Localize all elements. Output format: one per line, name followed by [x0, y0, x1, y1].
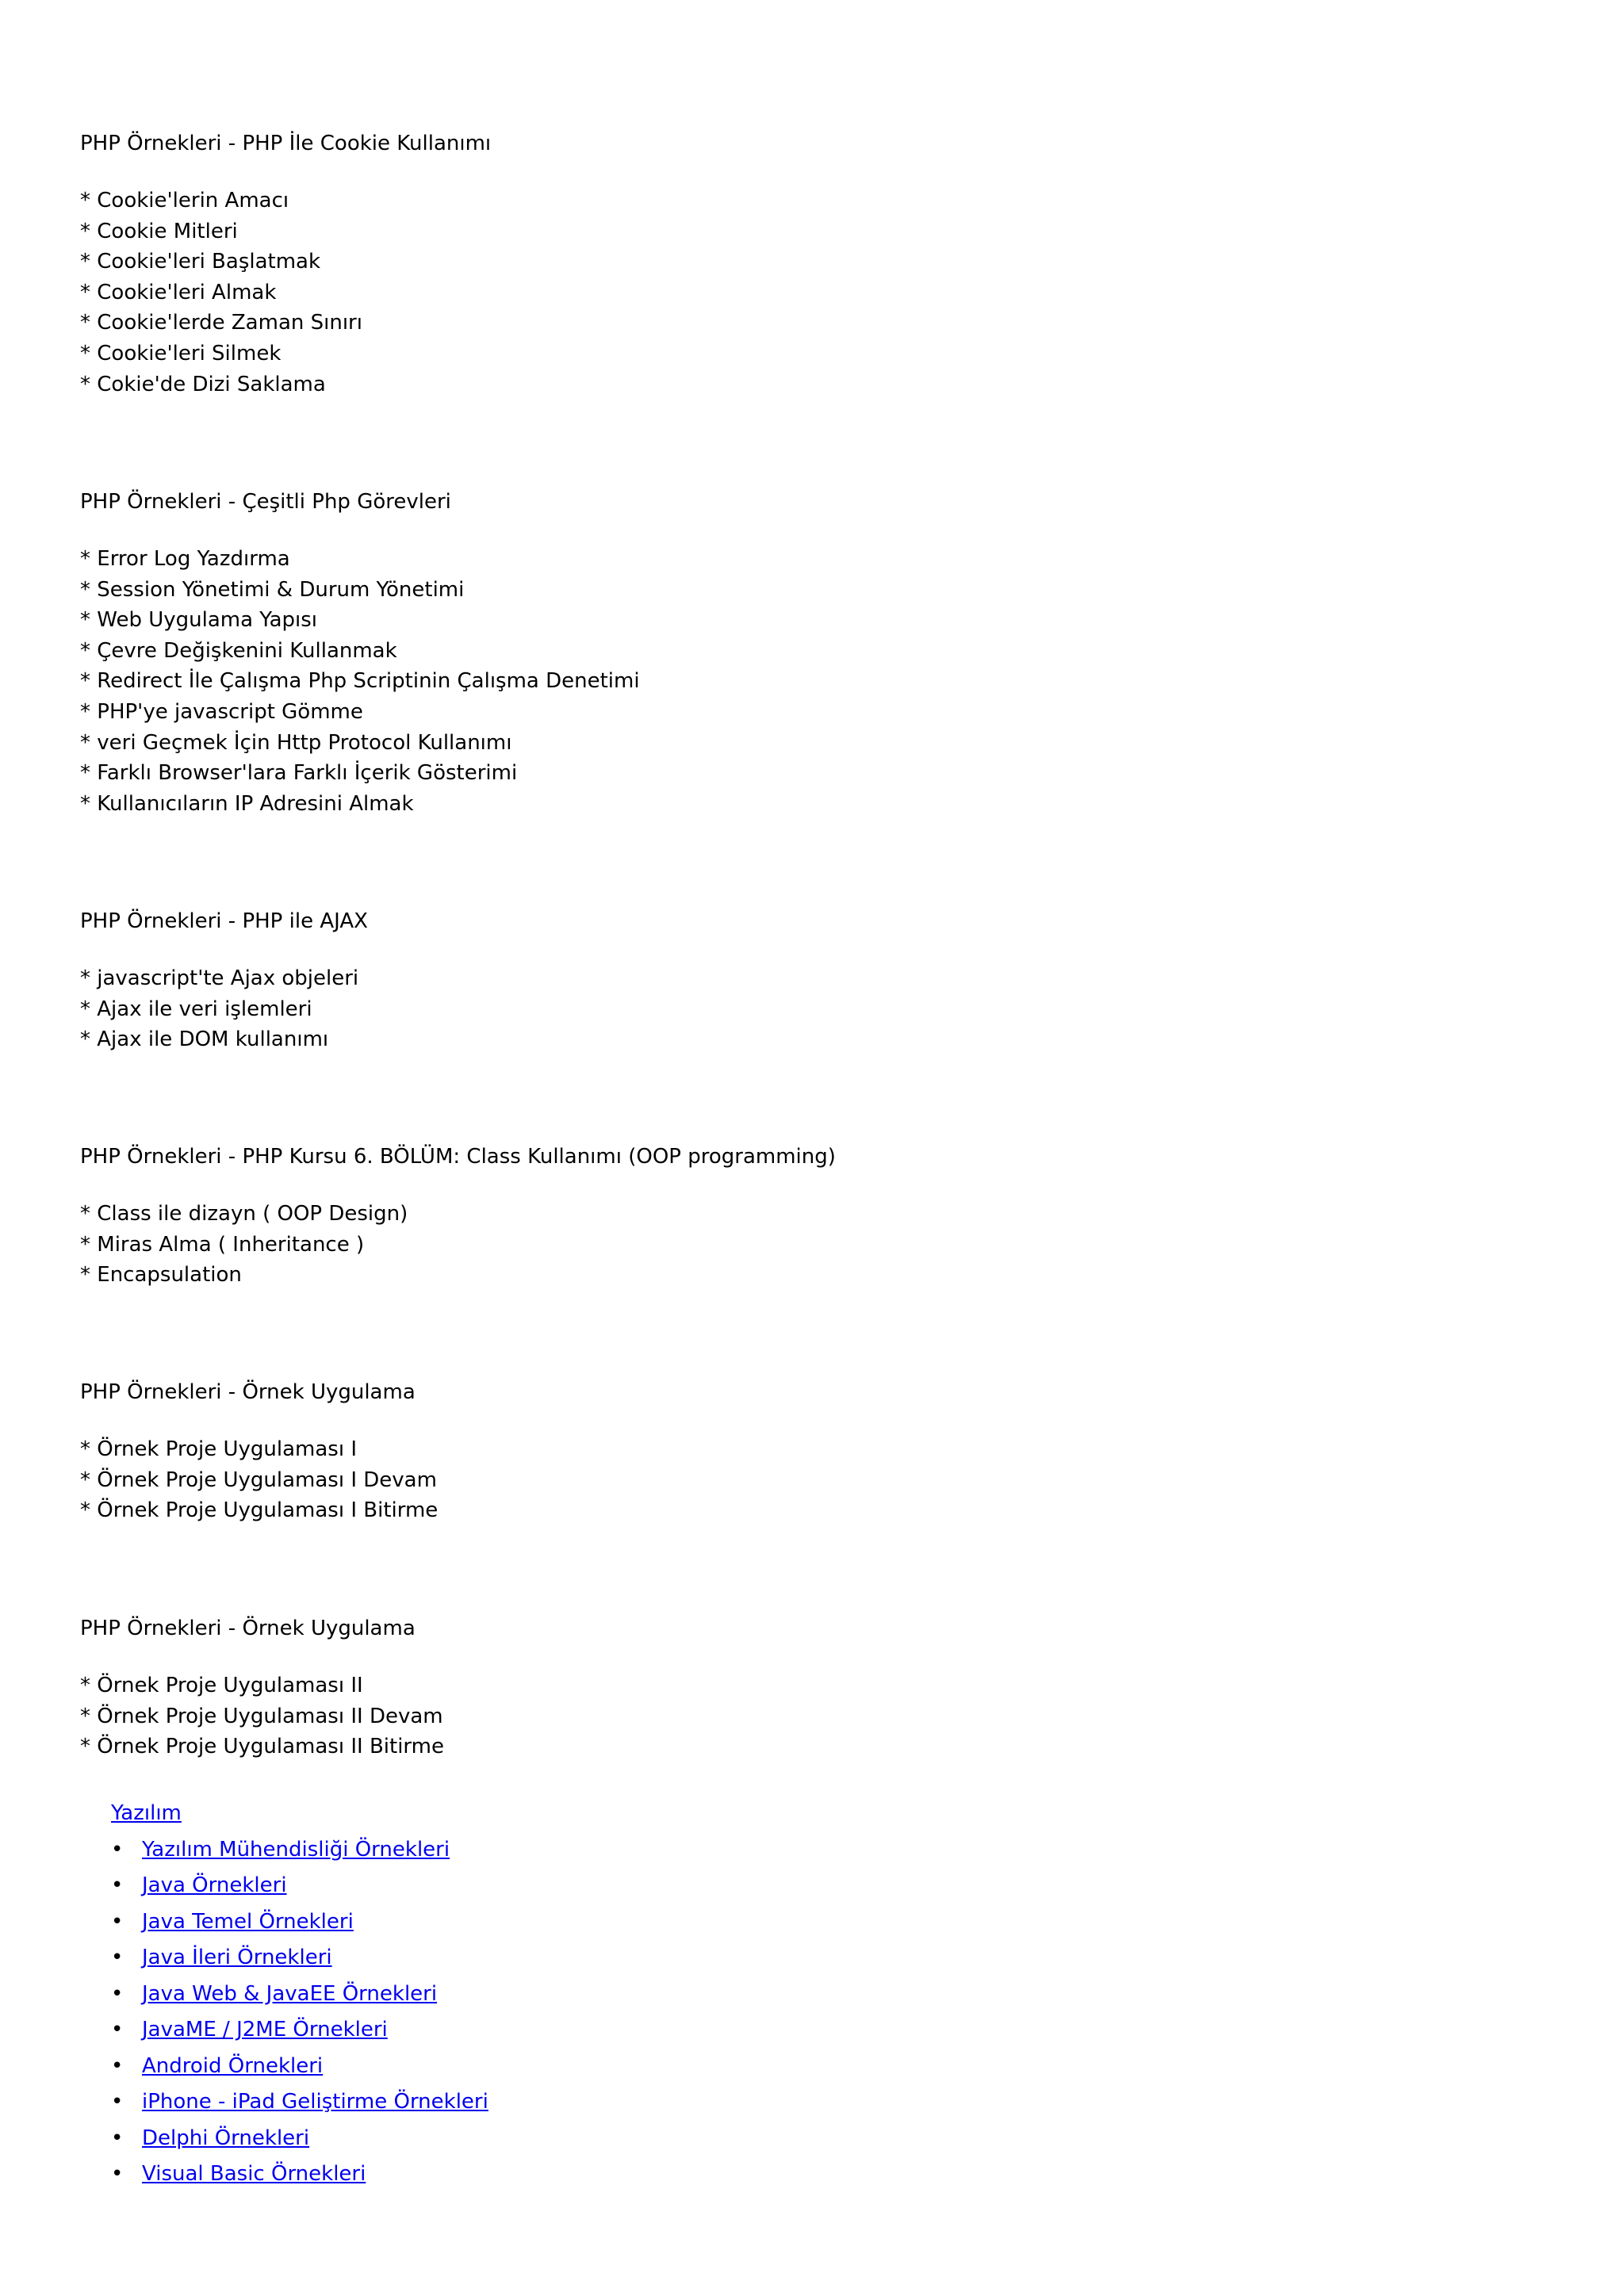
section	[80, 1613, 444, 1762]
nav-link[interactable]: Java Web & JavaEE Örnekleri	[142, 1981, 438, 2006]
list-item: * Kullanıcıların IP Adresini Almak	[80, 791, 414, 816]
list-item: * Error Log Yazdırma	[80, 547, 290, 571]
section-items	[80, 1199, 836, 1291]
link-item	[111, 1940, 488, 1976]
section-title: PHP Örnekleri - PHP ile AJAX	[80, 909, 368, 933]
section-title: PHP Örnekleri - PHP İle Cookie Kullanımı	[80, 132, 492, 155]
bullet-icon: •	[111, 1909, 124, 1934]
nav-link[interactable]: Yazılım Mühendisliği Örnekleri	[142, 1837, 450, 1862]
list-item: * Cookie'leri Başlatmak	[80, 250, 321, 274]
list-item: * Örnek Proje Uygulaması II Devam	[80, 1704, 443, 1728]
list-item: * Ajax ile veri işlemleri	[80, 997, 312, 1021]
list-item: * Örnek Proje Uygulaması I Bitirme	[80, 1498, 439, 1523]
category-link[interactable]: Yazılım	[111, 1801, 182, 1825]
list-item: * Encapsulation	[80, 1263, 242, 1288]
nav-link[interactable]: iPhone - iPad Geliştirme Örnekleri	[142, 2090, 488, 2114]
list-item: * Class ile dizayn ( OOP Design)	[80, 1202, 408, 1226]
link-item	[111, 2084, 488, 2121]
list-item: * Çevre Değişkenini Kullanmak	[80, 638, 397, 663]
bullet-icon: •	[111, 2162, 124, 2186]
list-item: * Cookie Mitleri	[80, 219, 238, 243]
nav-link[interactable]: Visual Basic Örnekleri	[142, 2162, 366, 2186]
nav-link[interactable]: Android Örnekleri	[142, 2053, 324, 2078]
list-item: * Web Uygulama Yapısı	[80, 608, 318, 633]
bullet-icon: •	[111, 1946, 124, 1969]
nav-link[interactable]: JavaME / J2ME Örnekleri	[142, 2018, 388, 2042]
section-title: PHP Örnekleri - Örnek Uygulama	[80, 1617, 416, 1640]
list-item: * Cokie'de Dizi Saklama	[80, 372, 326, 396]
link-item	[111, 1868, 488, 1904]
link-item	[111, 2012, 488, 2049]
link-item	[111, 2121, 488, 2157]
list-item: * Örnek Proje Uygulaması II	[80, 1674, 363, 1697]
list-item: * javascript'te Ajax objeleri	[80, 966, 359, 990]
nav-link[interactable]: Java Örnekleri	[142, 1873, 287, 1897]
list-item: * PHP'ye javascript Gömme	[80, 699, 363, 724]
link-list	[111, 1832, 488, 2193]
nav-link[interactable]: Delphi Örnekleri	[142, 2126, 310, 2150]
list-item: * Session Yönetimi & Durum Yönetimi	[80, 577, 465, 602]
link-item	[111, 1904, 488, 1941]
link-item	[111, 1976, 488, 2013]
section	[80, 1142, 836, 1291]
bullet-icon: •	[111, 1981, 124, 2006]
list-item: * Cookie'lerde Zaman Sınırı	[80, 311, 362, 335]
section-items	[80, 963, 368, 1055]
section-items	[80, 544, 640, 819]
section	[80, 906, 368, 1055]
list-item: * Örnek Proje Uygulaması I Devam	[80, 1468, 437, 1492]
list-item: * Örnek Proje Uygulaması II Bitirme	[80, 1735, 444, 1759]
section-items	[80, 186, 491, 400]
list-item: * Ajax ile DOM kullanımı	[80, 1027, 329, 1052]
bullet-icon: •	[111, 1837, 124, 1862]
nav-link[interactable]: Java Temel Örnekleri	[142, 1909, 354, 1934]
bullet-icon: •	[111, 2126, 124, 2150]
list-item: * Örnek Proje Uygulaması I	[80, 1437, 358, 1461]
link-item	[111, 2156, 488, 2193]
section-title: PHP Örnekleri - Çeşitli Php Görevleri	[80, 490, 451, 514]
section-items	[80, 1670, 444, 1762]
section-title: PHP Örnekleri - Örnek Uygulama	[80, 1380, 416, 1404]
list-item: * Cookie'lerin Amacı	[80, 189, 289, 212]
section	[80, 487, 640, 819]
section-title: PHP Örnekleri - PHP Kursu 6. BÖLÜM: Class Kullanımı (OOP programming)	[80, 1145, 836, 1169]
nav-link[interactable]: Java İleri Örnekleri	[142, 1946, 332, 1969]
related-links	[111, 1796, 488, 2193]
list-item: * Cookie'leri Silmek	[80, 341, 282, 365]
list-item: * Farklı Browser'lara Farklı İçerik Gösterimi	[80, 761, 518, 786]
link-item	[111, 1832, 488, 1869]
list-item: * Cookie'leri Almak	[80, 280, 277, 304]
link-item	[111, 2049, 488, 2085]
list-item: * veri Geçmek İçin Http Protocol Kullanımı	[80, 730, 512, 755]
bullet-icon: •	[111, 2018, 124, 2042]
bullet-icon: •	[111, 2053, 124, 2078]
list-item: * Miras Alma ( Inheritance )	[80, 1232, 365, 1257]
bullet-icon: •	[111, 2090, 124, 2114]
section	[80, 128, 491, 400]
list-item: * Redirect İle Çalışma Php Scriptinin Çalışma Denetimi	[80, 669, 640, 694]
section-items	[80, 1434, 438, 1526]
bullet-icon: •	[111, 1873, 124, 1897]
section	[80, 1377, 438, 1526]
